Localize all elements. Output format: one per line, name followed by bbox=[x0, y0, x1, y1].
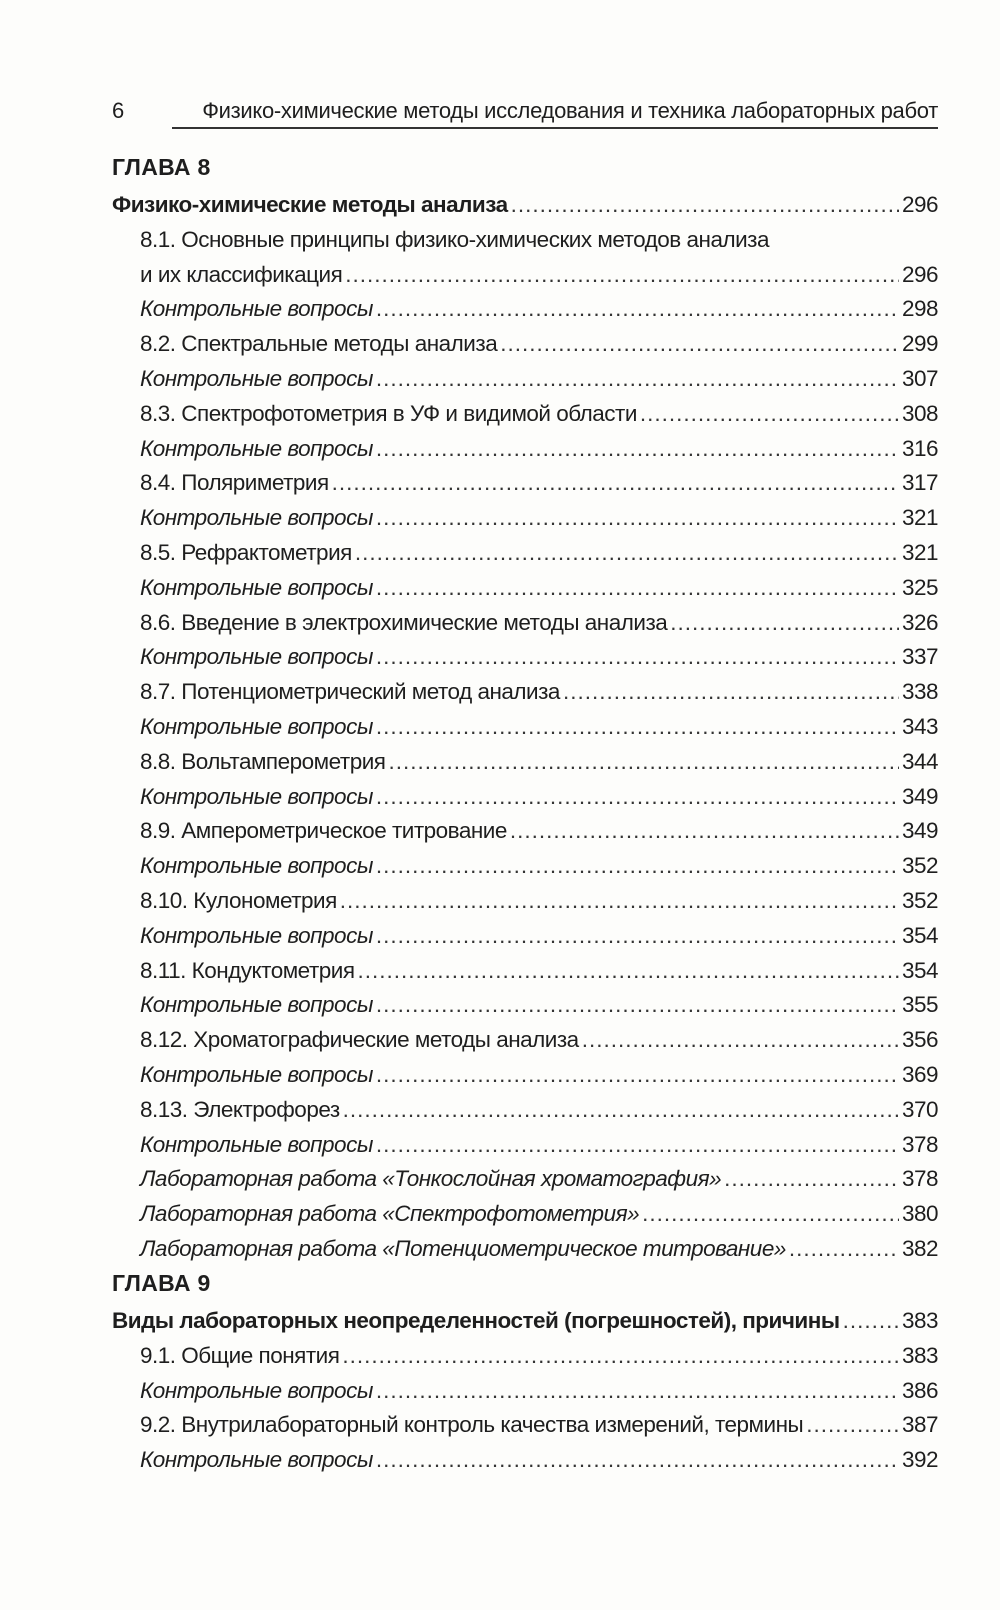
toc-entry-text: 8.10. Кулонометрия bbox=[140, 887, 337, 913]
toc-entry[interactable] bbox=[112, 1374, 938, 1409]
toc-entry-text: Контрольные вопросы bbox=[140, 435, 373, 461]
toc-entry[interactable] bbox=[112, 258, 938, 293]
toc-entry-text: Контрольные вопросы bbox=[140, 922, 373, 948]
dot-leader bbox=[642, 1197, 899, 1232]
toc-entry[interactable] bbox=[112, 954, 938, 989]
page-ref: 296 bbox=[901, 192, 938, 217]
toc-entry-text: Контрольные вопросы bbox=[140, 992, 373, 1018]
dot-leader bbox=[332, 466, 899, 501]
toc-entry-text: и их классификация bbox=[140, 261, 343, 287]
dot-leader bbox=[640, 397, 899, 432]
chapter-title-row[interactable] bbox=[112, 1304, 938, 1339]
toc-entry-lab-work[interactable] bbox=[112, 1162, 938, 1197]
toc-entry[interactable] bbox=[112, 1093, 938, 1128]
toc-entry[interactable] bbox=[112, 675, 938, 710]
toc-entry-text: Контрольные вопросы bbox=[140, 1377, 373, 1403]
toc-entry-text: Контрольные вопросы bbox=[140, 1131, 373, 1157]
toc-entry-text: Контрольные вопросы bbox=[140, 574, 373, 600]
dot-leader bbox=[376, 640, 899, 675]
toc-entry[interactable] bbox=[112, 884, 938, 919]
page-ref: 344 bbox=[901, 748, 938, 774]
chapter-8 bbox=[112, 150, 938, 1267]
toc-entry[interactable] bbox=[112, 640, 938, 675]
toc-entry[interactable] bbox=[112, 849, 938, 884]
page-ref: 355 bbox=[901, 992, 938, 1018]
page-ref: 349 bbox=[901, 818, 938, 844]
toc-entry-text: Контрольные вопросы bbox=[140, 853, 373, 879]
toc-entry[interactable] bbox=[112, 327, 938, 362]
toc-entry-text: Контрольные вопросы bbox=[140, 713, 373, 739]
page-ref: 383 bbox=[901, 1342, 938, 1368]
toc-entry[interactable] bbox=[112, 745, 938, 780]
toc-entry-lab-work[interactable] bbox=[112, 1232, 938, 1267]
toc-entry[interactable] bbox=[112, 292, 938, 327]
toc-entry-text: 8.9. Амперометрическое титрование bbox=[140, 818, 507, 844]
dot-leader bbox=[345, 258, 899, 293]
dot-leader bbox=[724, 1162, 899, 1197]
toc-entry-text: 9.1. Общие понятия bbox=[140, 1342, 340, 1368]
toc-entry-text: 8.6. Введение в электрохимические методы анализа bbox=[140, 609, 668, 635]
toc-entry[interactable] bbox=[112, 780, 938, 815]
dot-leader bbox=[582, 1023, 899, 1058]
toc-entry[interactable] bbox=[112, 1058, 938, 1093]
page-ref: 298 bbox=[901, 296, 938, 322]
page-ref: 354 bbox=[901, 922, 938, 948]
dot-leader bbox=[376, 710, 899, 745]
toc-entry[interactable] bbox=[112, 1023, 938, 1058]
dot-leader bbox=[343, 1093, 899, 1128]
dot-leader bbox=[376, 292, 899, 327]
page-ref: 316 bbox=[901, 435, 938, 461]
toc-entry-text: Лабораторная работа «Тонкослойная хроматография» bbox=[140, 1166, 722, 1192]
chapter-9 bbox=[112, 1266, 938, 1478]
toc-entry-text: 8.3. Спектрофотометрия в УФ и видимой области bbox=[140, 400, 637, 426]
dot-leader bbox=[806, 1408, 899, 1443]
page-ref: 392 bbox=[901, 1447, 938, 1473]
page-ref: 338 bbox=[901, 679, 938, 705]
toc-entry[interactable] bbox=[112, 501, 938, 536]
dot-leader bbox=[376, 1128, 899, 1163]
page-number: 6 bbox=[112, 98, 124, 123]
chapter-title: Виды лабораторных неопределенностей (погрешностей), причины bbox=[112, 1308, 840, 1333]
toc-entry-text: 8.8. Вольтамперометрия bbox=[140, 748, 386, 774]
toc-entry-lab-work[interactable] bbox=[112, 1197, 938, 1232]
toc-entry-text: Контрольные вопросы bbox=[140, 505, 373, 531]
toc-entry-text: 8.7. Потенциометрический метод анализа bbox=[140, 679, 560, 705]
page-ref: 296 bbox=[901, 261, 938, 287]
dot-leader bbox=[376, 571, 899, 606]
toc-entry-text: Контрольные вопросы bbox=[140, 296, 373, 322]
chapter-title-row[interactable] bbox=[112, 188, 938, 223]
toc-entry-text: Контрольные вопросы bbox=[140, 644, 373, 670]
toc-entry-text: Контрольные вопросы bbox=[140, 1061, 373, 1087]
toc-entry-text: 8.5. Рефрактометрия bbox=[140, 539, 352, 565]
chapter-title: Физико-химические методы анализа bbox=[112, 192, 508, 217]
page-ref: 378 bbox=[901, 1131, 938, 1157]
chapter-heading: ГЛАВА 9 bbox=[112, 1270, 211, 1296]
dot-leader bbox=[376, 780, 899, 815]
page-ref: 321 bbox=[901, 505, 938, 531]
toc-entry-text: Лабораторная работа «Потенциометрическое титрование» bbox=[140, 1235, 786, 1261]
toc-entry[interactable] bbox=[112, 710, 938, 745]
page-ref: 378 bbox=[901, 1166, 938, 1192]
toc-entry[interactable] bbox=[112, 988, 938, 1023]
toc-entry-text: 8.12. Хроматографические методы анализа bbox=[140, 1027, 579, 1053]
dot-leader bbox=[563, 675, 899, 710]
dot-leader bbox=[789, 1232, 899, 1267]
toc-entry-text: 8.4. Поляриметрия bbox=[140, 470, 329, 496]
dot-leader bbox=[500, 327, 899, 362]
page-ref: 321 bbox=[901, 539, 938, 565]
toc-entry[interactable] bbox=[112, 1339, 938, 1374]
dot-leader bbox=[388, 745, 898, 780]
dot-leader bbox=[340, 884, 899, 919]
page-ref: 349 bbox=[901, 783, 938, 809]
toc-entry-text: 9.2. Внутрилабораторный контроль качества измерений, термины bbox=[140, 1412, 804, 1438]
page-ref: 352 bbox=[901, 853, 938, 879]
page-ref: 354 bbox=[901, 957, 938, 983]
page-ref: 299 bbox=[901, 331, 938, 357]
toc-entry[interactable] bbox=[112, 432, 938, 467]
dot-leader bbox=[376, 362, 899, 397]
page-ref: 317 bbox=[901, 470, 938, 496]
page-ref: 356 bbox=[901, 1027, 938, 1053]
page-ref: 308 bbox=[901, 400, 938, 426]
dot-leader bbox=[511, 188, 899, 223]
dot-leader bbox=[376, 1374, 899, 1409]
running-header bbox=[112, 84, 938, 124]
dot-leader bbox=[355, 536, 899, 571]
toc-entry-text: 8.11. Кондуктометрия bbox=[140, 957, 355, 983]
toc-entry[interactable] bbox=[112, 362, 938, 397]
dot-leader bbox=[376, 1058, 899, 1093]
toc-entry[interactable] bbox=[112, 1408, 938, 1443]
page-ref: 383 bbox=[901, 1308, 938, 1333]
dot-leader bbox=[670, 606, 899, 641]
page-ref: 380 bbox=[901, 1201, 938, 1227]
dot-leader bbox=[510, 814, 899, 849]
toc-entry[interactable] bbox=[112, 814, 938, 849]
toc-entry-text: Лабораторная работа «Спектрофотометрия» bbox=[140, 1201, 640, 1227]
dot-leader bbox=[843, 1304, 899, 1339]
dot-leader bbox=[358, 954, 899, 989]
toc-entry[interactable] bbox=[112, 919, 938, 954]
page-ref: 307 bbox=[901, 365, 938, 391]
dot-leader bbox=[376, 849, 899, 884]
toc-entry-text: Контрольные вопросы bbox=[140, 1447, 373, 1473]
page-ref: 326 bbox=[901, 609, 938, 635]
toc-entry-text: Контрольные вопросы bbox=[140, 365, 373, 391]
toc-entry[interactable] bbox=[112, 1128, 938, 1163]
running-header-title: Физико-химические методы исследования и техника лабораторных работ bbox=[202, 98, 938, 123]
page-ref: 382 bbox=[901, 1235, 938, 1261]
toc-entry[interactable] bbox=[112, 606, 938, 641]
dot-leader bbox=[376, 501, 899, 536]
page-ref: 343 bbox=[901, 713, 938, 739]
toc-entry-text: 8.1. Основные принципы физико-химических методов анализа bbox=[140, 226, 769, 252]
page-ref: 352 bbox=[901, 887, 938, 913]
page-ref: 370 bbox=[901, 1096, 938, 1122]
toc-entry[interactable] bbox=[112, 397, 938, 432]
page-ref: 325 bbox=[901, 574, 938, 600]
chapter-heading: ГЛАВА 8 bbox=[112, 154, 211, 180]
dot-leader bbox=[342, 1339, 899, 1374]
toc-entry[interactable] bbox=[112, 466, 938, 501]
toc-entry[interactable] bbox=[112, 1443, 938, 1478]
toc-entry-text: 8.13. Электрофорез bbox=[140, 1096, 340, 1122]
dot-leader bbox=[376, 432, 899, 467]
toc-entry-text: 8.2. Спектральные методы анализа bbox=[140, 331, 498, 357]
page-ref: 369 bbox=[901, 1061, 938, 1087]
dot-leader bbox=[376, 1443, 899, 1478]
toc-entry-8-1-line1[interactable] bbox=[112, 223, 938, 258]
toc-entry-text: Контрольные вопросы bbox=[140, 783, 373, 809]
toc-entry[interactable] bbox=[112, 536, 938, 571]
page-ref: 387 bbox=[901, 1412, 938, 1438]
toc-entry[interactable] bbox=[112, 571, 938, 606]
dot-leader bbox=[376, 919, 899, 954]
header-rule bbox=[172, 127, 938, 129]
page-ref: 386 bbox=[901, 1377, 938, 1403]
dot-leader bbox=[376, 988, 899, 1023]
page-ref: 337 bbox=[901, 644, 938, 670]
